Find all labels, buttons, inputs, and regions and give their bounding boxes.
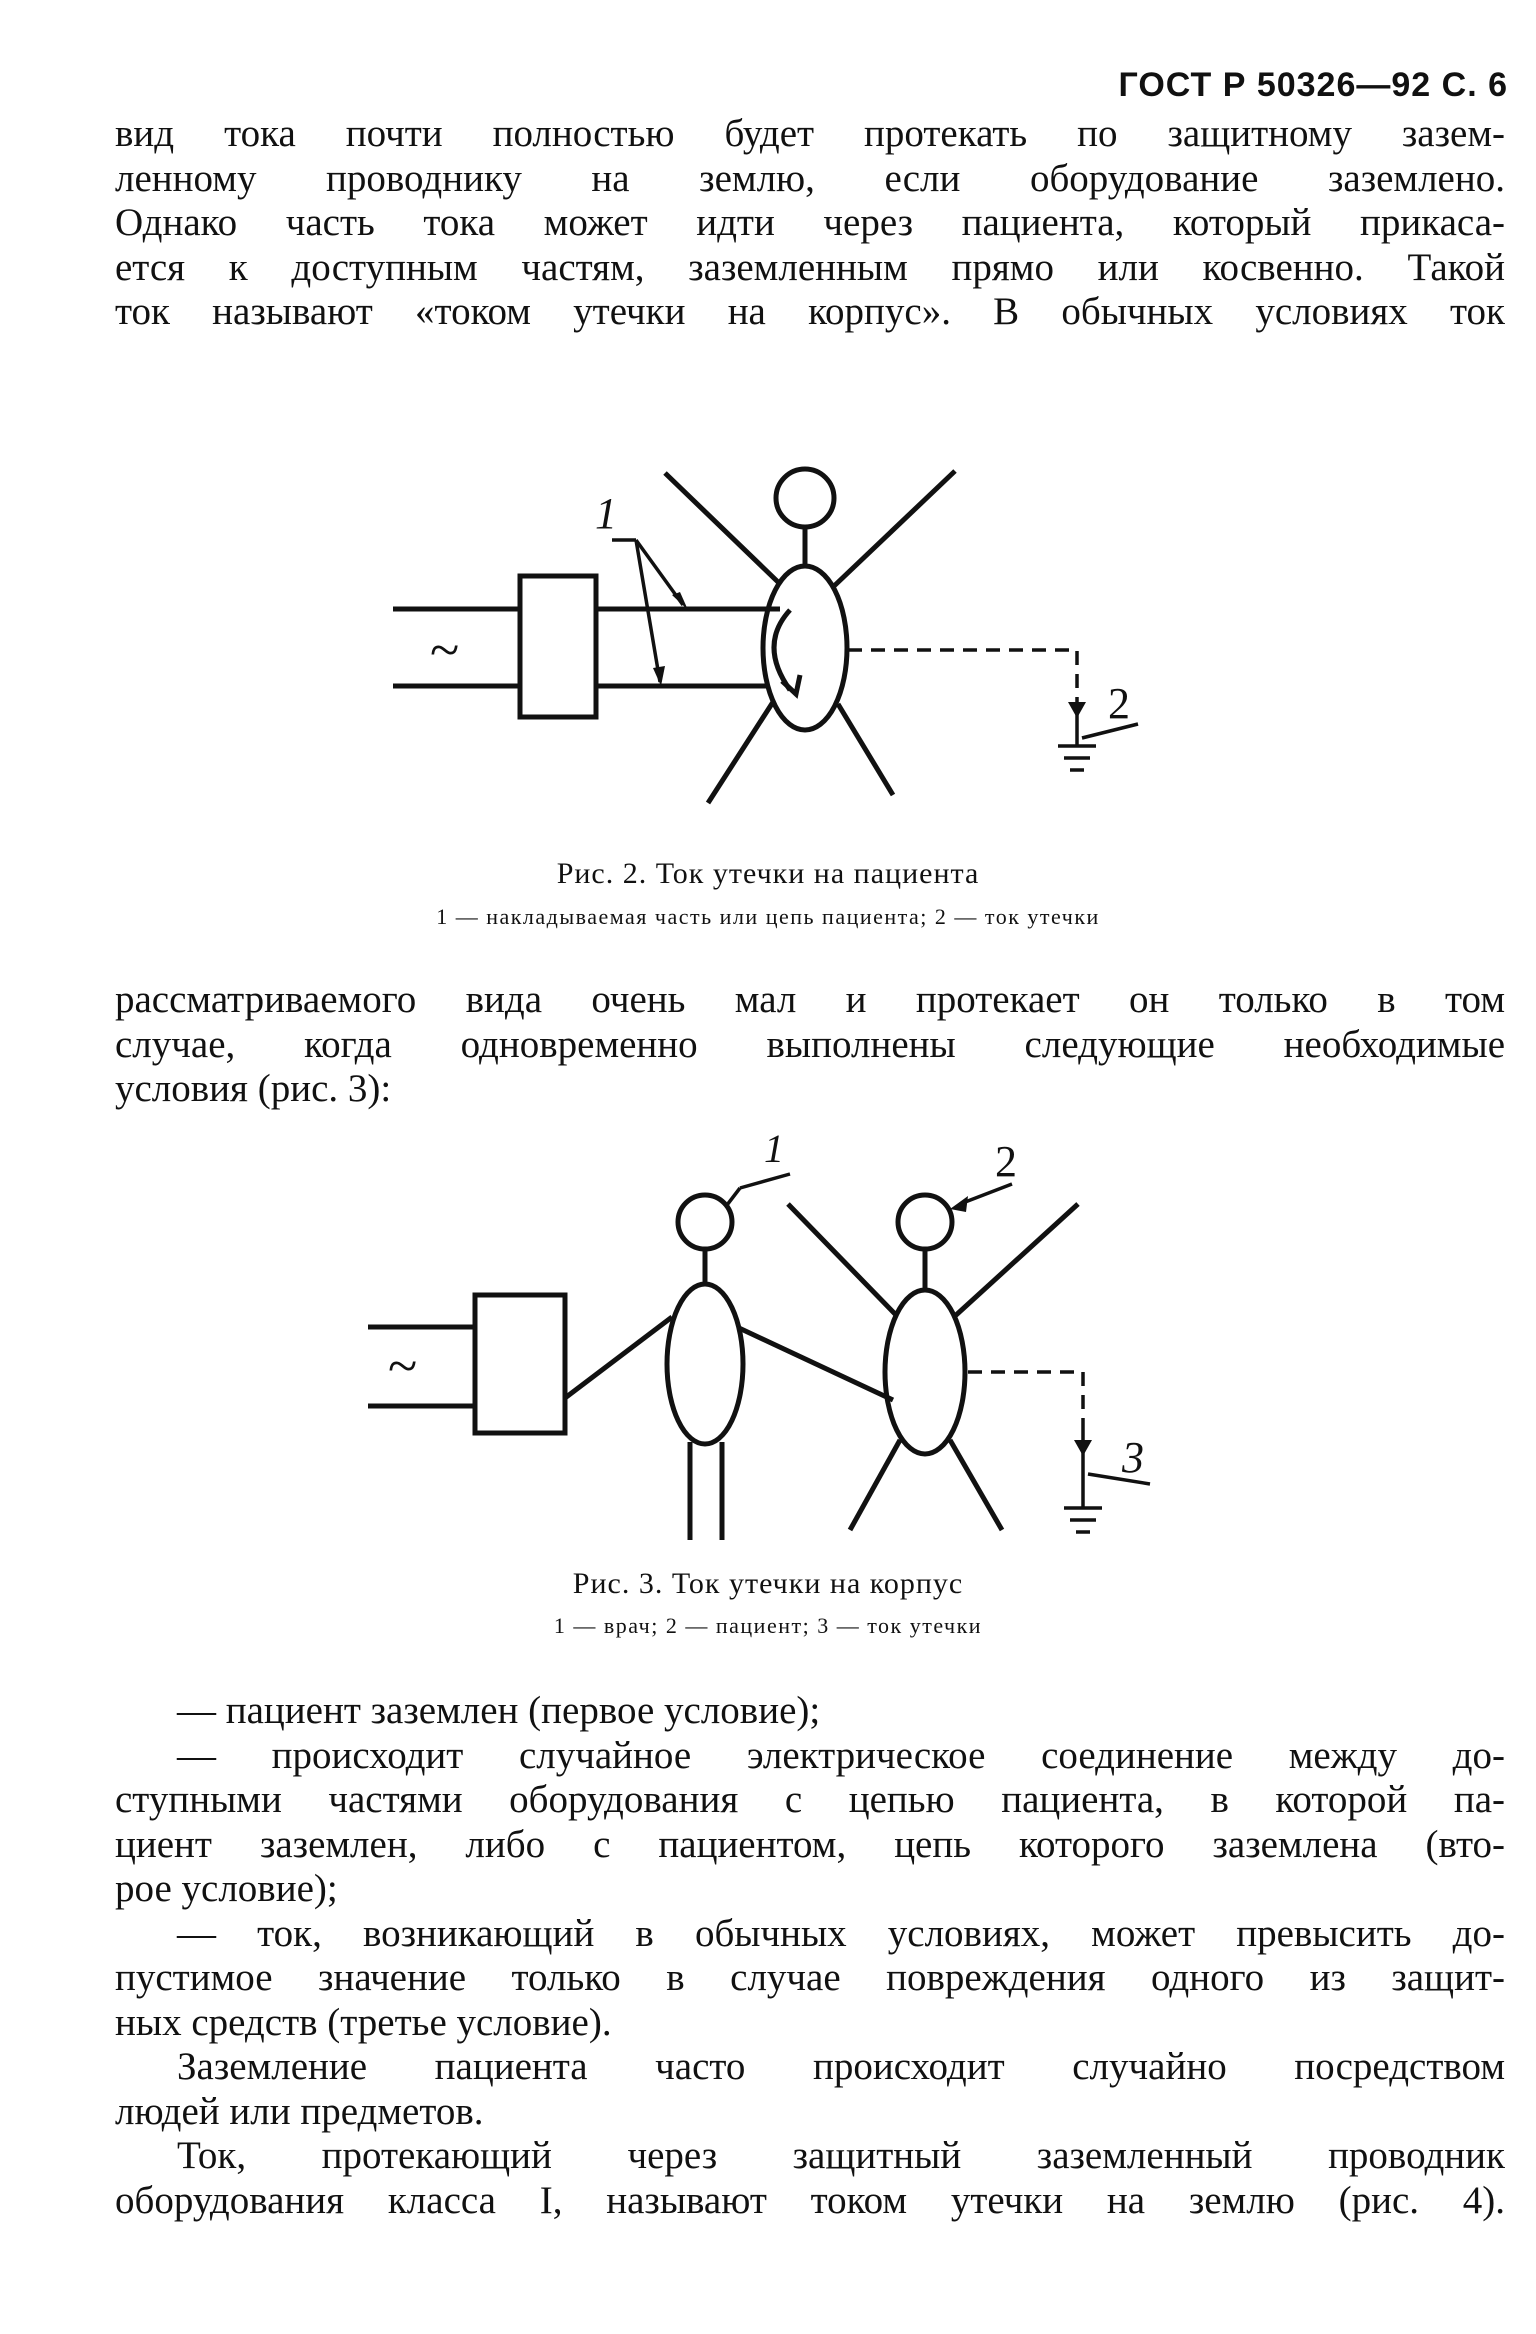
arrowhead-2: [950, 1196, 968, 1212]
figure-3-title: Рис. 3. Ток утечки на корпус: [572, 1567, 964, 1600]
text-line: рое условие);: [115, 1867, 338, 1910]
paragraph-3: [115, 1689, 1505, 2223]
figure-3-legend: 1 — врач; 2 — пациент; 3 — ток утечки: [553, 1613, 983, 1638]
patient-head: [898, 1195, 952, 1249]
text-line: оборудования класса I, называют током утечки на землю (рис. 4).: [115, 2178, 1505, 2222]
text-line: рассматриваемого вида очень мал и протекает он только в том: [115, 978, 1505, 1021]
patient-leg-left: [850, 1440, 900, 1530]
doctor-head: [678, 1195, 732, 1249]
text-line: пустимое значение только в случае повреждения одного из защит-: [115, 1956, 1505, 1999]
patient-leg-right: [950, 1440, 1002, 1530]
ac-source-symbol: ~: [388, 1336, 418, 1396]
text-line: условия (рис. 3):: [115, 1067, 392, 1110]
text-line: ных средств (третье условие).: [115, 2000, 612, 2044]
list-item: — пациент заземлен (первое условие);: [177, 1689, 821, 1732]
fig2-label-2: 2: [1108, 679, 1130, 728]
leader-line-1: [727, 1188, 740, 1205]
doctor-body: [667, 1284, 743, 1444]
text-line: ступными частями оборудования с цепью пациента, в которой па-: [115, 1778, 1505, 1821]
patient-arm-left: [788, 1204, 897, 1316]
fig2-label-1: 1: [595, 489, 617, 538]
text-line: Однако часть тока может идти через пациента, который прикаса-: [115, 201, 1505, 244]
text-line: случае, когда одновременно выполнены следующие необходимые: [115, 1022, 1505, 1066]
fig3-label-1: 1: [764, 1126, 784, 1171]
text-line: ленному проводнику на землю, если оборудование заземлено.: [115, 156, 1505, 200]
equipment-box: [475, 1295, 565, 1433]
text-line: вид тока почти полностью будет протекать по защитному зазем-: [115, 112, 1505, 155]
leader-line-1b: [740, 1174, 790, 1188]
ac-source-symbol: ~: [430, 620, 460, 680]
text-line: Ток, протекающий через защитный заземленный проводник: [177, 2134, 1505, 2177]
doctor-to-patient-contact: [739, 1328, 893, 1400]
text-line: ется к доступным частям, заземленным прямо или косвенно. Такой: [115, 245, 1505, 289]
text-line: Заземление пациента часто происходит случайно посредством: [177, 2045, 1505, 2088]
text-line: циент заземлен, либо с пациентом, цепь которого заземлена (вто-: [115, 1822, 1505, 1866]
list-item: — происходит случайное электрическое соединение между до-: [177, 1733, 1505, 1777]
text-line: людей или предметов.: [115, 2089, 484, 2133]
fig3-label-3: 3: [1122, 1433, 1144, 1482]
leakage-arrow: [1074, 1440, 1092, 1456]
figure-2-legend: 1 — накладываемая часть или цепь пациента; 2 — ток утечки: [436, 904, 1100, 929]
leader-line-2: [960, 1184, 1012, 1204]
patient-arm-right: [955, 1204, 1078, 1316]
text-line: ток называют «током утечки на корпус». В обычных условиях ток: [115, 290, 1505, 333]
leakage-path-dashed: [968, 1372, 1083, 1420]
page-header: ГОСТ Р 50326—92 С. 6: [1118, 66, 1508, 104]
equipment-to-doctor-wire: [565, 1317, 672, 1398]
fig3-label-2: 2: [995, 1137, 1017, 1186]
list-item: — ток, возникающий в обычных условиях, может превысить до-: [177, 1911, 1505, 1955]
figure-2-title: Рис. 2. Ток утечки на пациента: [556, 857, 980, 890]
